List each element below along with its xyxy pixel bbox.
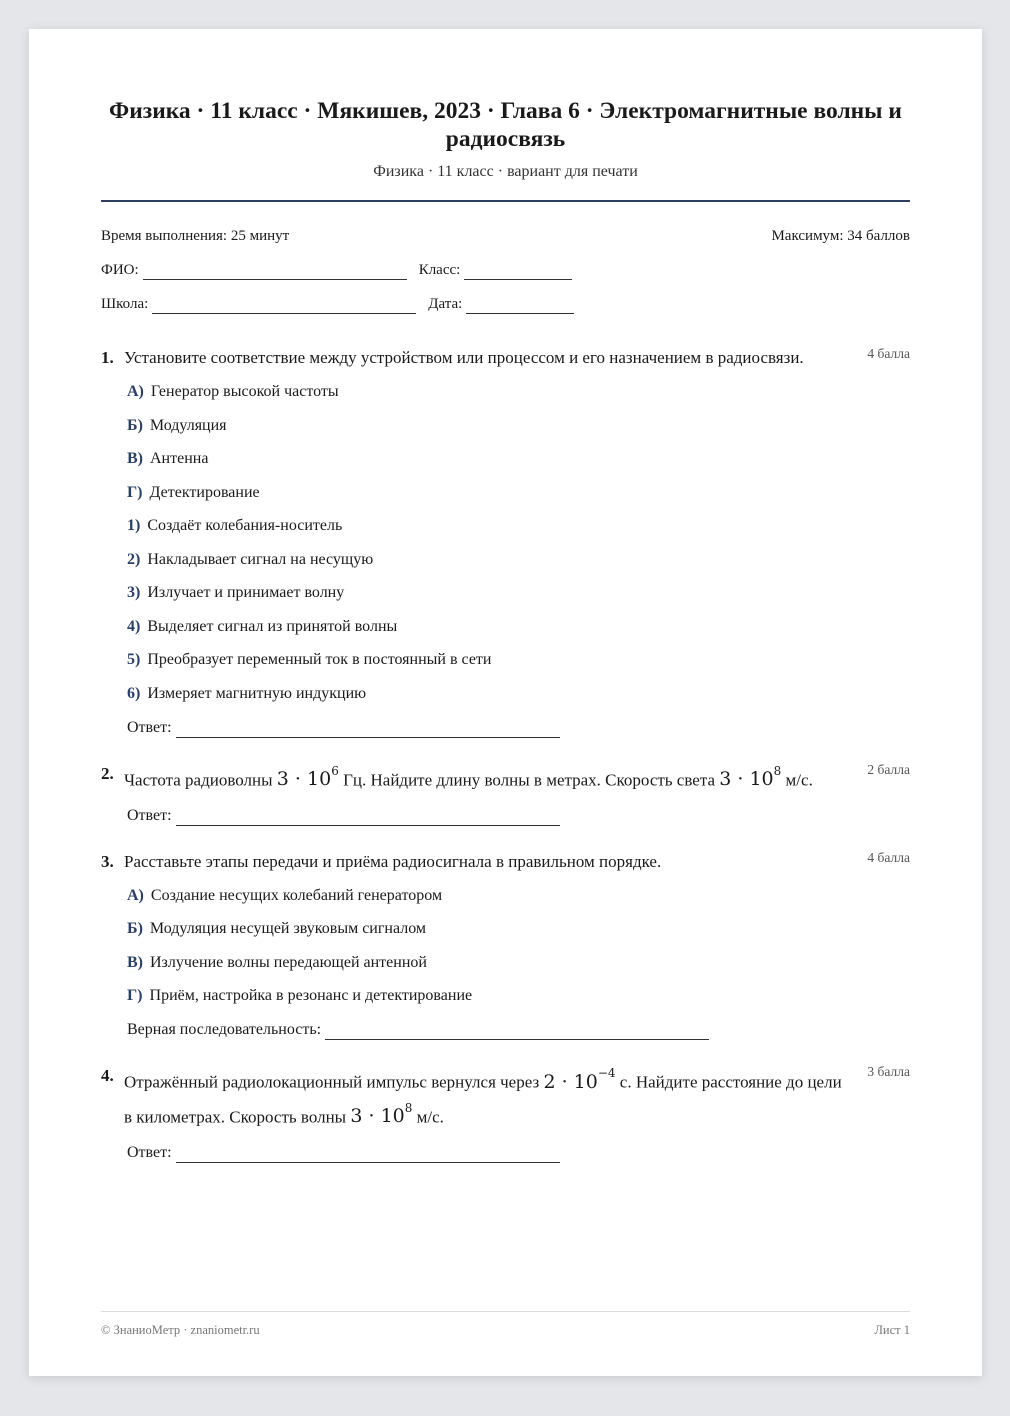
q2-answer <box>127 806 910 826</box>
list-item: Б) Модуляция <box>127 416 227 434</box>
page-content <box>101 97 910 1376</box>
date-label: Дата: <box>428 296 463 312</box>
question-2 <box>101 760 910 794</box>
question-text: Установите соответствие между устройством или процессом и его назначением в радиосвязи. <box>124 348 804 367</box>
question-number: 1. <box>101 348 114 367</box>
question-4 <box>101 1062 910 1131</box>
q3-options <box>101 886 910 1007</box>
school-label: Школа: <box>101 296 149 312</box>
question-text: Отражённый радиолокационный импульс вернулся через $2 \cdot 10^{-4}$ с. Найдите расстояние до цели в километрах. Скорость волны $3 \cdot 10^8$ м/с. <box>124 1066 842 1127</box>
question-text: Частота радиоволны $3 \cdot 10^6$ Гц. Найдите длину волны в метрах. Скорость света $3 \cdot 10^8$ м/с. <box>124 763 813 790</box>
worksheet-page <box>29 29 982 1376</box>
fio-class-row <box>101 260 910 280</box>
list-item: 4) Выделяет сигнал из принятой волны <box>127 617 398 635</box>
list-item: 6) Измеряет магнитную индукцию <box>127 684 367 702</box>
list-item: 2) Накладывает сигнал на несущую <box>127 550 374 568</box>
answer-field[interactable] <box>325 1025 709 1040</box>
page-footer <box>101 1311 910 1338</box>
q1-answer <box>127 718 910 738</box>
time-limit: Время выполнения: 25 минут <box>101 228 290 244</box>
class-field[interactable] <box>464 265 572 280</box>
list-item: В) Излучение волны передающей антенной <box>127 953 427 971</box>
question-number: 4. <box>101 1066 114 1086</box>
list-item: Г) Приём, настройка в резонанс и детектирование <box>127 987 473 1005</box>
footer-copyright: © ЗнаниоМетр · znaniometr.ru <box>101 1323 260 1337</box>
header-divider <box>101 200 910 202</box>
max-score: Максимум: 34 баллов <box>771 228 910 244</box>
list-item: 5) Преобразует переменный ток в постоянный в сети <box>127 651 492 668</box>
page-subtitle: Физика · 11 класс · вариант для печати <box>373 163 638 180</box>
q3-answer <box>127 1020 910 1040</box>
question-number: 3. <box>101 851 114 871</box>
school-field[interactable] <box>152 299 416 314</box>
question-points: 4 балла <box>867 346 910 361</box>
page-title: Физика · 11 класс · Мякишев, 2023 · Глава 6 · Электромагнитные волны и радиосвязь <box>109 98 902 152</box>
q1-options <box>101 382 910 704</box>
fio-field[interactable] <box>143 265 407 280</box>
question-points: 3 балла <box>867 1064 910 1080</box>
answer-label: Ответ: <box>127 1143 172 1161</box>
answer-label: Ответ: <box>127 718 172 736</box>
answer-field[interactable] <box>176 811 560 826</box>
footer-sheet-number: Лист 1 <box>874 1323 910 1337</box>
list-item: 3) Излучает и принимает волну <box>127 584 345 601</box>
fio-label: ФИО: <box>101 262 139 278</box>
list-item: 1) Создаёт колебания-носитель <box>127 517 343 534</box>
answer-label: Верная последовательность: <box>127 1021 322 1039</box>
question-text: Расставьте этапы передачи и приёма радиосигнала в правильном порядке. <box>124 851 662 871</box>
list-item: В) Антенна <box>127 450 209 467</box>
list-item: А) Генератор высокой частоты <box>127 383 339 400</box>
list-item: Б) Модуляция несущей звуковым сигналом <box>127 920 427 938</box>
meta-row <box>101 227 910 245</box>
question-points: 4 балла <box>867 849 910 865</box>
question-3 <box>101 848 910 876</box>
answer-label: Ответ: <box>127 806 172 824</box>
list-item: А) Создание несущих колебаний генератором <box>127 886 443 904</box>
date-field[interactable] <box>466 299 574 314</box>
q4-answer <box>127 1143 910 1163</box>
list-item: Г) Детектирование <box>127 483 260 501</box>
school-date-row <box>101 294 910 314</box>
question-points: 2 балла <box>867 761 910 777</box>
question-1 <box>101 344 910 372</box>
answer-field[interactable] <box>176 1148 560 1163</box>
class-label: Класс: <box>418 262 461 278</box>
answer-field[interactable] <box>176 723 560 738</box>
question-number: 2. <box>101 763 114 783</box>
